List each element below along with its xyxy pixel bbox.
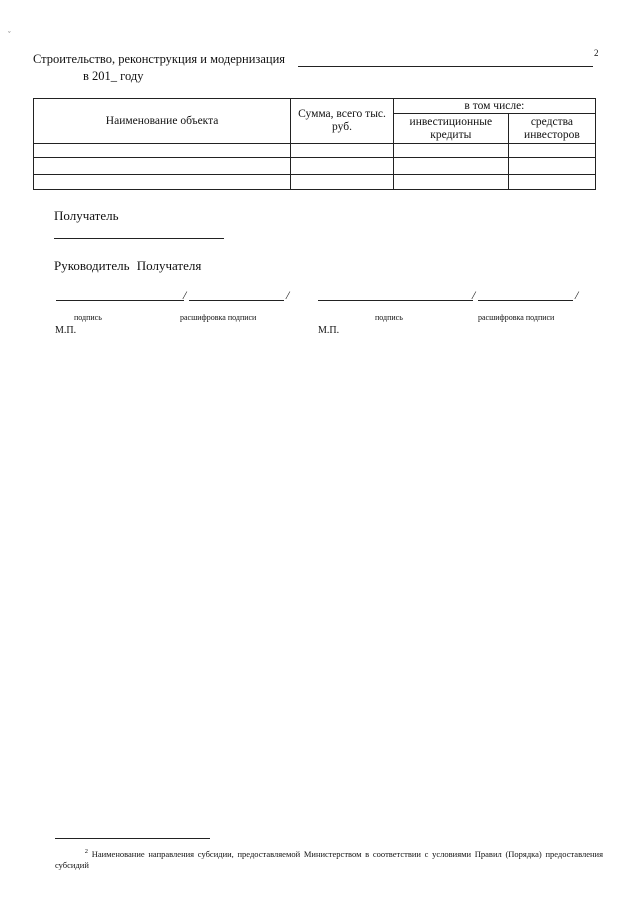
signature-caption-right: подпись <box>375 313 403 322</box>
decoding-line-right <box>478 300 573 301</box>
table-cell <box>393 175 508 190</box>
table-cell <box>291 144 394 158</box>
col-header-investors-funds: средства инвесторов <box>508 114 595 144</box>
header-blank-line <box>298 66 593 67</box>
header-year: в 201_ году <box>83 69 144 83</box>
slash-separator: / <box>286 288 290 302</box>
col-header-total-sum: Сумма, всего тыс. руб. <box>291 99 394 144</box>
table-cell <box>508 175 595 190</box>
decoding-caption-left: расшифровка подписи <box>180 313 257 322</box>
head-label: Руководитель Получателя <box>54 258 202 273</box>
signature-caption-left: подпись <box>74 313 102 322</box>
decoding-line-left <box>189 300 284 301</box>
table-cell <box>34 144 291 158</box>
stamp-label-right: М.П. <box>318 325 340 336</box>
stamp-label-left: М.П. <box>55 325 77 336</box>
table-cell <box>34 158 291 175</box>
col-header-investment-credits: инвестиционные кредиты <box>393 114 508 144</box>
col-header-including: в том числе: <box>393 99 595 114</box>
col-header-object-name: Наименование объекта <box>34 99 291 144</box>
decoding-caption-right: расшифровка подписи <box>478 313 555 322</box>
table-cell <box>508 144 595 158</box>
table-row <box>34 144 596 158</box>
table-cell <box>291 175 394 190</box>
footnote-reference: 2 <box>594 48 599 58</box>
header-title: Строительство, реконструкция и модернизация <box>33 52 286 66</box>
footnote-text: Наименование направления субсидии, предоставляемой Министерством в соответствии с условиями Правил (Порядка) предоставления субсидий <box>55 848 604 870</box>
table-cell <box>393 144 508 158</box>
signature-line-left <box>56 300 184 301</box>
footnote <box>55 846 603 871</box>
table-row <box>34 175 596 190</box>
signature-line-right <box>318 300 473 301</box>
footnote-number: 2 <box>84 848 88 855</box>
slash-separator: / <box>472 288 476 302</box>
scan-speck: ˇ <box>8 30 11 39</box>
slash-separator: / <box>575 288 579 302</box>
objects-table <box>33 98 596 190</box>
table-cell <box>34 175 291 190</box>
table-cell <box>291 158 394 175</box>
table-cell <box>393 158 508 175</box>
table-cell <box>508 158 595 175</box>
footnote-separator <box>55 838 210 839</box>
slash-separator: / <box>183 288 187 302</box>
recipient-label: Получатель <box>54 208 119 223</box>
table-row <box>34 158 596 175</box>
recipient-name-line <box>54 238 224 239</box>
